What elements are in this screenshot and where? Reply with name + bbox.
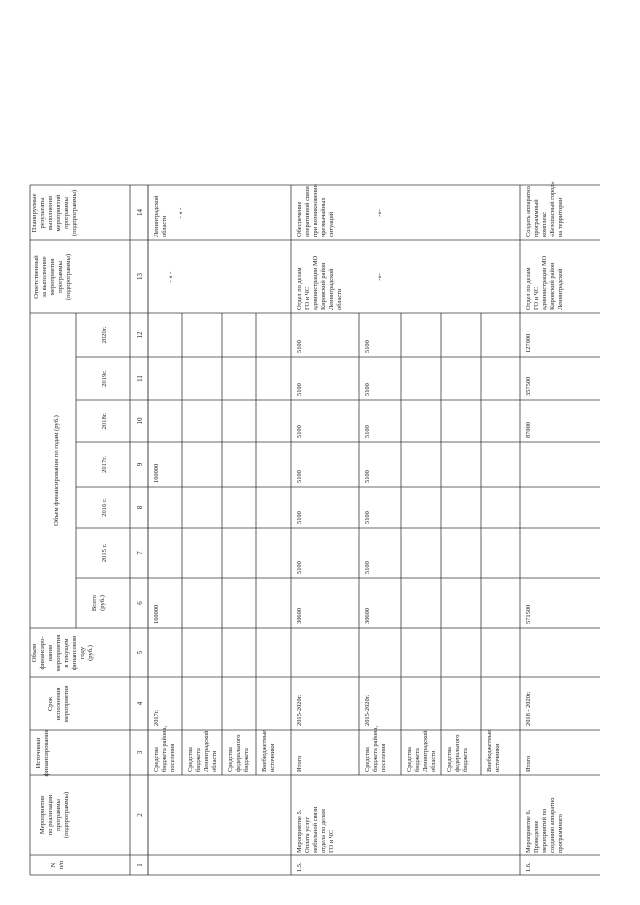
source-cell: бюджета района,	[372, 726, 379, 772]
value-cell: 5100	[296, 470, 303, 483]
source-cell: бюджета	[414, 748, 421, 772]
results-cell: области	[161, 215, 168, 237]
row-number: 1.6.	[525, 862, 532, 872]
column-number: 13	[136, 273, 144, 280]
column-number: 1	[136, 863, 144, 867]
value-cell: 127000	[525, 333, 532, 353]
header-responsible: за выполнение	[41, 256, 48, 298]
measure-cell: мобильной связи	[312, 806, 319, 853]
value-cell: 5100	[296, 383, 303, 396]
header-n: N	[50, 862, 57, 868]
header-measures: программы	[55, 799, 62, 831]
source-cell: Итого	[296, 755, 303, 772]
source-cell: Средства	[227, 747, 234, 772]
measure-cell: Мероприятие 5.	[296, 809, 303, 853]
value-cell: 5100	[296, 425, 303, 438]
value-cell: 87000	[525, 422, 532, 438]
header-measures: Мероприятия	[39, 795, 46, 835]
source-cell: источники	[494, 743, 501, 772]
responsible-cell: области	[336, 288, 343, 310]
column-number: 10	[136, 417, 144, 425]
measure-cell: мероприятий по	[541, 808, 548, 853]
measure-cell: созданию аппаратно	[549, 797, 556, 853]
header-responsible: мероприятия	[49, 258, 56, 296]
column-number: 5	[136, 650, 144, 655]
column-number: 8	[136, 505, 144, 510]
value-cell: 5100	[296, 561, 303, 574]
value-cell: 30600	[364, 608, 371, 624]
source-cell: Внебюджетные	[261, 730, 268, 772]
source-cell: Ленинградской	[203, 730, 210, 772]
value-cell: 5100	[364, 511, 371, 524]
header-source: финансирования	[43, 729, 50, 777]
responsible-cell: Кировский район	[549, 262, 556, 310]
value-cell: 5100	[296, 340, 303, 353]
source-cell: Внебюджетные	[486, 730, 493, 772]
header-volume-current: в текущем	[63, 638, 70, 668]
measure-cell: Мероприятие 6.	[525, 809, 532, 853]
header-n: п/п	[58, 860, 65, 870]
value-cell: 5100	[296, 511, 303, 524]
results-cell: Создать аппаратно	[525, 186, 532, 237]
measure-cell: программного	[557, 814, 564, 853]
column-number: 9	[136, 462, 144, 467]
responsible-cell: -«-	[376, 273, 383, 281]
responsible-cell: - « -	[167, 271, 174, 283]
measure-cell: Проведение	[533, 820, 540, 853]
source-cell: Средства	[406, 747, 413, 772]
value-cell: 30600	[296, 608, 303, 624]
column-number: 6	[136, 601, 144, 605]
value-cell: 2015-2020г.	[364, 694, 371, 726]
header-year: 2020г.	[101, 326, 108, 344]
header-results: выполнения	[47, 195, 54, 231]
value-cell: 571500	[525, 604, 532, 624]
header-responsible: Ответственный	[33, 255, 40, 299]
header-term: Срок	[47, 696, 54, 712]
value-cell: 357500	[525, 376, 532, 396]
responsible-cell: администрации МО	[541, 255, 548, 310]
header-responsible: (подпрограммы)	[65, 253, 72, 301]
header-results: мероприятий	[55, 194, 62, 232]
header-volume-current: Объем	[31, 643, 38, 663]
header-results: Планируемые	[31, 193, 38, 233]
column-number: 2	[136, 813, 144, 817]
value-cell: 5100	[364, 470, 371, 483]
source-cell: области	[211, 750, 218, 772]
header-volume-current: мероприятия	[55, 634, 62, 672]
header-year: 2017г.	[101, 456, 108, 473]
header-year: 2016 г.	[101, 498, 108, 517]
value-cell: 2018 - 2020г.	[525, 691, 532, 726]
measure-cell: ГО и ЧС	[328, 829, 335, 853]
header-total: (руб.)	[99, 595, 106, 611]
results-cell: на территории	[557, 197, 564, 237]
header-year: 2018г.	[101, 412, 108, 430]
responsible-cell: администрации МО	[312, 255, 319, 310]
value-cell: 5100	[364, 383, 371, 396]
results-cell: при возникновении	[312, 184, 319, 237]
header-total: Всего	[91, 594, 98, 612]
header-year: 2015 г.	[101, 543, 108, 563]
value-cell: 5100	[364, 561, 371, 574]
value-cell: 5100	[364, 425, 371, 438]
value-cell: 5100	[364, 340, 371, 353]
header-year: 2019г.	[101, 370, 108, 387]
source-cell: Средства	[446, 747, 453, 772]
source-cell: бюджета	[243, 748, 250, 772]
results-cell: «Безопасный город»	[549, 181, 556, 237]
source-cell: Средства	[187, 747, 194, 772]
responsible-cell: ГО и ЧС	[533, 286, 540, 310]
results-cell: -«-	[376, 209, 383, 217]
column-number: 3	[136, 750, 144, 755]
responsible-cell: Отдел по делам	[296, 267, 303, 310]
source-cell: Ленинградской	[422, 730, 429, 772]
source-cell: Итого	[525, 755, 532, 772]
responsible-cell: Отдел по делам	[525, 267, 532, 310]
results-cell: программный	[533, 199, 540, 237]
source-cell: бюджета	[462, 748, 469, 772]
value-cell: 2017г.	[153, 709, 160, 726]
source-cell: федерального	[235, 734, 242, 772]
column-number: 12	[136, 331, 144, 339]
results-cell: чрезвычайных	[320, 197, 327, 237]
header-volume-current: вания	[47, 644, 54, 662]
source-cell: поселения	[380, 743, 387, 772]
column-number: 11	[136, 375, 144, 382]
responsible-cell: ГО и ЧС	[304, 286, 311, 310]
source-cell: Средства	[364, 747, 371, 772]
header-measures: (подпрограммы)	[63, 791, 70, 839]
results-cell: ситуаций	[328, 211, 335, 237]
header-results: результаты	[39, 197, 46, 229]
value-cell: 2015-2020г.	[296, 694, 303, 726]
source-cell: поселения	[169, 743, 176, 772]
results-cell: оперативной связи	[304, 186, 311, 237]
value-cell: 160000	[153, 604, 160, 624]
header-volume-current: финансиро-	[39, 636, 46, 670]
results-cell: - « -	[177, 207, 184, 219]
source-cell: Средства	[153, 747, 160, 772]
header-results: (подпрограммы)	[71, 189, 78, 237]
header-measures: по реализации	[47, 794, 54, 836]
source-cell: федерального	[454, 734, 461, 772]
responsible-cell: Кировский район	[320, 262, 327, 310]
column-number: 7	[136, 551, 144, 555]
results-cell: Ленинградской	[153, 195, 160, 237]
header-term: исполнения	[55, 687, 62, 721]
source-cell: области	[430, 750, 437, 772]
header-volume-current: финансовом	[71, 635, 78, 671]
header-volume-current: (руб.)	[87, 645, 94, 661]
source-cell: бюджета	[195, 748, 202, 772]
header-results: программы	[63, 197, 70, 229]
measure-cell: Оплата услуг	[304, 816, 311, 853]
value-cell: 160000	[153, 463, 160, 483]
header-responsible: программы	[57, 261, 64, 293]
row-number: 1.5.	[296, 862, 303, 872]
source-cell: источники	[269, 743, 276, 772]
results-cell: Обеспечение	[296, 201, 303, 237]
measure-cell: отдела по делам	[320, 809, 327, 853]
header-source: Источники	[35, 737, 42, 769]
header-volume-years: Объем финансирования по годам (руб.)	[53, 415, 60, 526]
column-number: 4	[136, 701, 144, 706]
results-cell: комплекс	[541, 211, 548, 237]
responsible-cell: Ленинградской	[557, 268, 564, 310]
responsible-cell: Ленинградской	[328, 268, 335, 310]
header-volume-current: году	[79, 646, 86, 660]
header-term: мероприятия	[63, 685, 70, 723]
column-number: 14	[136, 209, 144, 216]
source-cell: бюджета района,	[161, 726, 168, 772]
